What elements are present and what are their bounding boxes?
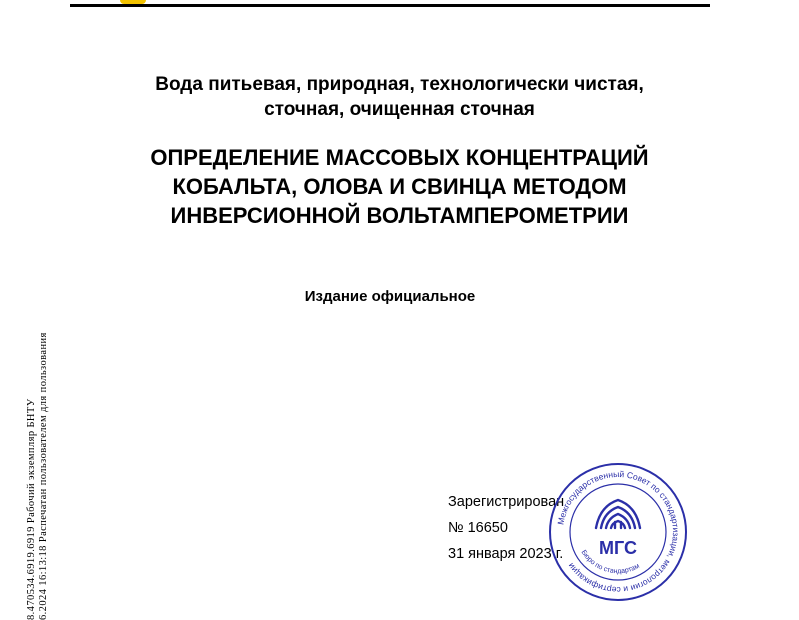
seal-inner-text: Бюро по стандартам (579, 549, 641, 576)
top-rule (70, 4, 710, 7)
seal-center-text: МГС (599, 538, 637, 558)
registration-label: Зарегистрирован (448, 494, 565, 510)
document-subtitle (0, 72, 799, 122)
title-line: ОПРЕДЕЛЕНИЕ МАССОВЫХ КОНЦЕНТРАЦИЙ (150, 145, 649, 170)
side-stamp-line: 8.470534.6919.6919 Рабочий экземпляр БНТУ (26, 398, 37, 620)
title-line: ИНВЕРСИОННОЙ ВОЛЬТАМПЕРОМЕТРИИ (170, 203, 629, 228)
side-stamp-line: 6.2024 16:13:18 Распечатан пользователем для пользования (38, 332, 49, 620)
registration-block (448, 489, 564, 567)
mgs-seal-stamp (548, 462, 688, 602)
seal-inner-ring (570, 484, 666, 580)
seal-ring-text: Межгосударственный Совет по стандартизации, метрологии и сертификации (555, 468, 682, 596)
edition-label: Издание официальное (304, 288, 476, 305)
registration-date: 31 января 2023 г. (448, 546, 564, 562)
side-print-stamp (26, 320, 50, 620)
seal-emblem-icon (596, 500, 640, 528)
document-title (0, 143, 799, 230)
subtitle-line: сточная, очищенная сточная (264, 99, 535, 120)
registration-number: № 16650 (448, 520, 508, 536)
title-line: КОБАЛЬТА, ОЛОВА И СВИНЦА МЕТОДОМ (172, 174, 627, 199)
subtitle-line: Вода питьевая, природная, технологически чистая, (155, 74, 644, 95)
